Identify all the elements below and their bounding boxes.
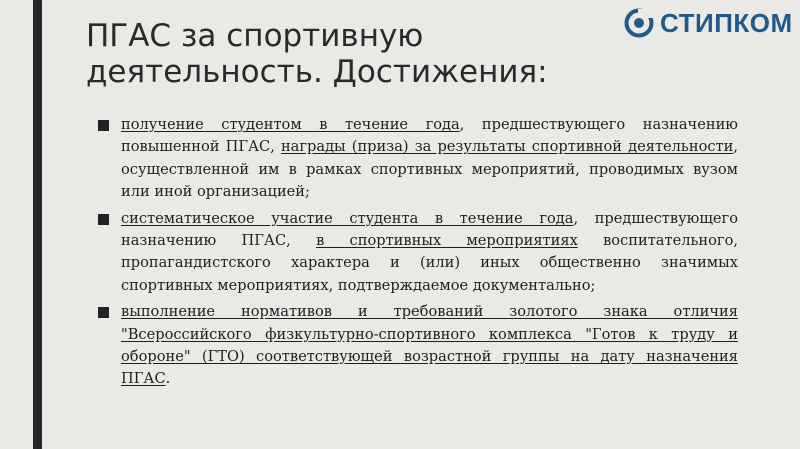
list-item	[98, 208, 738, 298]
text-fragment: выполнение нормативов и требований золотого знака отличия "Всероссийского физкультурно-спортивного комплекса "Готов к труду и обороне" (ГТО) соответствующей возрастной группы на дату назначения ПГАС	[121, 303, 738, 388]
square-bullet-icon	[98, 120, 109, 131]
achievement-list	[98, 114, 738, 395]
square-bullet-icon	[98, 307, 109, 318]
list-item-text	[121, 116, 738, 200]
text-fragment: систематическое участие студента в течение года	[121, 209, 574, 227]
text-fragment: награды (приза) за результаты спортивной деятельности	[280, 138, 734, 156]
list-item	[98, 301, 738, 391]
brand-logo	[624, 7, 793, 39]
square-bullet-icon	[98, 214, 109, 225]
text-fragment: .	[165, 370, 171, 388]
list-item-text	[121, 210, 738, 294]
slide-title: ПГАС за спортивную деятельность. Достижения:	[86, 18, 548, 90]
text-fragment: в спортивных мероприятиях	[316, 232, 578, 250]
text-fragment: воспитательного, пропагандистского характера и (или) иных общественно значимых спортивных мероприятиях, подтверждаемое документально;	[121, 232, 738, 294]
text-fragment: , предшествующего назначению ПГАС,	[121, 209, 738, 250]
left-accent-bar	[33, 0, 42, 449]
text-fragment: , осуществленной им в рамках спортивных мероприятий, проводимых вузом или иной организацией;	[121, 138, 738, 201]
text-fragment: получение студентом в течение года	[121, 116, 460, 133]
text-fragment: , предшествующего назначению повышенной ПГАС,	[121, 116, 738, 156]
stipkom-logo-icon	[624, 8, 654, 38]
logo-text: СТИПКОМ	[660, 7, 793, 38]
list-item-text	[121, 303, 738, 387]
list-item	[98, 114, 738, 204]
